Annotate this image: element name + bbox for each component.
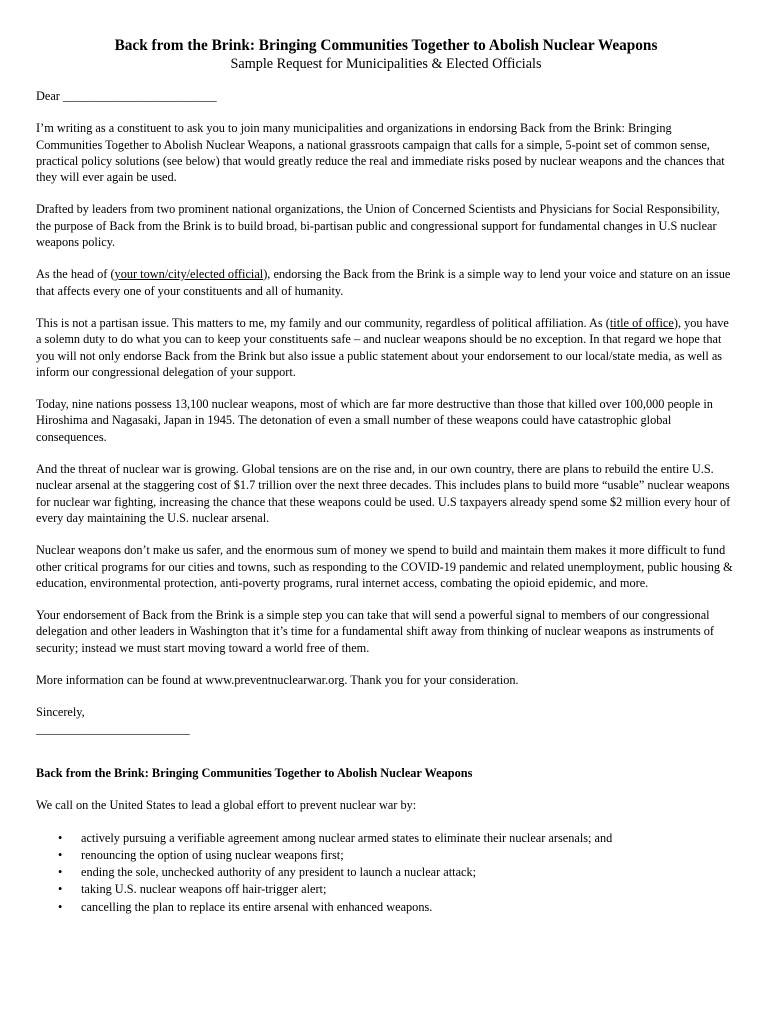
paragraph-threat: And the threat of nuclear war is growing. Global tensions are on the rise and, in our own country, there are plans to rebuild the entire U.S. nuclear arsenal at the staggering cost of $1.7 trillion over the next three decades. This includes plans to build more “usable” nuclear weapons for nuclear war fighting, increasing the chance that these weapons could be used. U.S taxpayers already spend some $2 million every hour of every day maintaining the U.S. nuclear arsenal. (36, 462, 731, 525)
list-item: • renouncing the option of using nuclear weapons first; (36, 847, 736, 864)
paragraph-background: Drafted by leaders from two prominent national organizations, the Union of Concerned Scientists and Physicians for Social Responsibility, the purpose of Back from the Brink is to build broad, bi-partisan public and congressional support for fundamental changes in U.S nuclear weapons policy. (36, 202, 720, 250)
placeholder-title-of-office: title of office (609, 315, 674, 330)
paragraph-nonpartisan-start: This is not a partisan issue. This matters to me, my family and our community, regardless of political affiliation. As ( (36, 315, 610, 330)
paragraph-head-of (36, 266, 736, 299)
platform-title: Back from the Brink: Bringing Communities Together to Abolish Nuclear Weapons (36, 765, 473, 780)
paragraph-nine-nations: Today, nine nations possess 13,100 nuclear weapons, most of which are far more destructive than those that killed over 100,000 people in Hiroshima and Nagasaki, Japan in 1945. The detonation of even a small number of these weapons could have catastrophic global consequences. (36, 397, 713, 444)
paragraph-head-of-start: As the head of ( (36, 267, 115, 282)
platform-intro: We call on the United States to lead a global effort to prevent nuclear war by: (36, 798, 417, 813)
platform-list (36, 830, 736, 916)
page-title: Back from the Brink: Bringing Communities Together to Abolish Nuclear Weapons (114, 37, 658, 54)
signature-line: _________________________ (36, 721, 190, 736)
paragraph-head-of-end: ), endorsing the Back from the Brink is a simple way to lend your voice and stature on an issue that affects every one of your constituents and all of humanity. (36, 267, 731, 298)
placeholder-town-city-official: your town/city/elected official (114, 267, 264, 282)
list-item: • ending the sole, unchecked authority of any president to launch a nuclear attack; (36, 864, 736, 881)
list-item: • taking U.S. nuclear weapons off hair-trigger alert; (36, 881, 736, 898)
closing: Sincerely, (36, 705, 85, 720)
paragraph-nonpartisan (36, 315, 736, 380)
page-subtitle: Sample Request for Municipalities & Elected Officials (230, 56, 542, 72)
paragraph-not-safer: Nuclear weapons don’t make us safer, and the enormous sum of money we spend to build and maintain them makes it more difficult to fund other critical programs for our cities and towns, such as responding to the COVID-19 pandemic and related unemployment, public housing & education, environmental protection, anti-poverty programs, rural internet access, combating the opioid epidemic, and more. (36, 543, 733, 590)
document-page (36, 37, 736, 916)
paragraph-more-info: More information can be found at www.preventnuclearwar.org. Thank you for your consideration. (36, 673, 519, 688)
list-item: • actively pursuing a verifiable agreement among nuclear armed states to eliminate their nuclear arsenals; and (36, 830, 736, 847)
paragraph-nonpartisan-end: ), you have a solemn duty to do what you can to keep your constituents safe – and nuclear weapons should be no exception. In that regard we hope that you will not only endorse Back from the Brink but also issue a public statement about your endorsement to our local/state media, as well as inform our congressional delegation of your support. (36, 315, 729, 379)
list-item: • cancelling the plan to replace its entire arsenal with enhanced weapons. (36, 899, 736, 916)
paragraph-endorsement: Your endorsement of Back from the Brink is a simple step you can take that will send a powerful signal to members of our congressional delegation and other leaders in Washington that it’s time for a fundamental shift away from thinking of nuclear weapons as instruments of security; instead we must start moving toward a world free of them. (36, 608, 715, 655)
salutation: Dear _________________________ (36, 89, 217, 103)
paragraph-intro: I’m writing as a constituent to ask you to join many municipalities and organizations in endorsing Back from the Brink: Bringing Communities Together to Abolish Nuclear Weapons, a national grassroots campaign that calls for a simple, 5-point set of common sense, practical policy solutions (see below) that would greatly reduce the real and immediate risks posed by nuclear weapons and the chances that they will ever again be used. (36, 121, 725, 185)
